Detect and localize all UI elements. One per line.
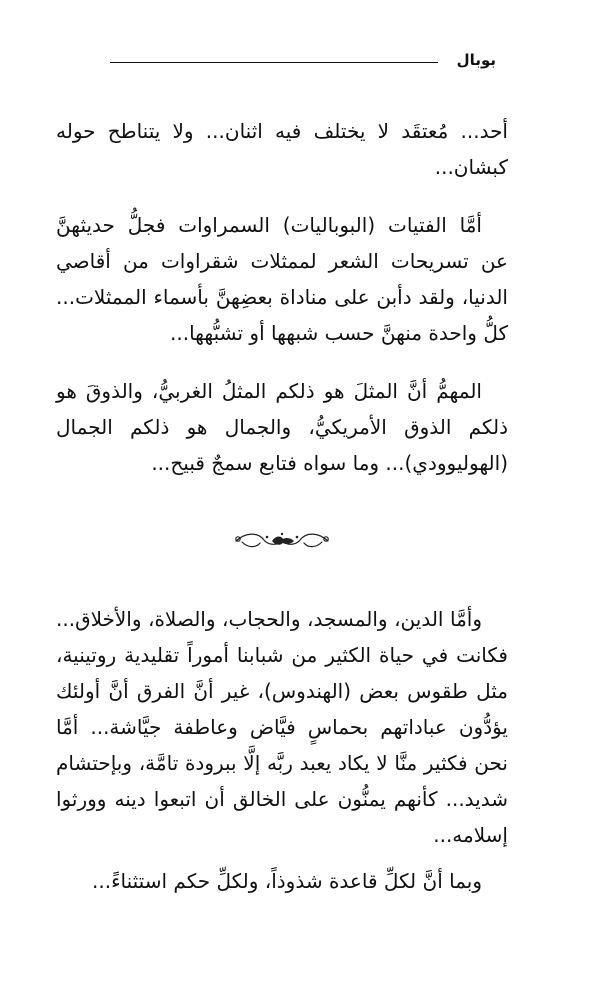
header-rule [110,62,438,63]
paragraph: وأمَّا الدين، والمسجد، والحجاب، والصلاة، والأخلاق... فكانت في حياة الكثير من شبابنا أموراً تقليدية روتينية، مثل طقوس بعض (الهندوس)، غير أنَّ الفرق أنَّ أولئك يؤدُّون عباداتهم بحماسٍ فيَّاض وعاطفة جيَّاشة... أمَّا نحن فكثير منَّا لا يكاد يعبد ربَّه إلَّا ببرودة تامَّة، وبإحتشام شديد... كأنهم يمنُّون على الخالق أن اتبعوا دينه وورثوا إسلامه... [56,607,508,847]
paragraph: المهمُّ أنَّ المثلَ هو ذلكم المثلُ الغربيُّ، والذوقَ هو ذلكم الذوق الأمريكيُّ، والجمال هو ذلكم الجمال (الهوليوودي)... وما سواه فتابع سمجٌ قبيح... [56,379,508,475]
paragraph: أمَّا الفتيات (البوباليات) السمراوات فجلُّ حديثهنَّ عن تسريحات الشعر لممثلات شقراوات من أقاصي الدنيا، ولقد دأبن على مناداة بعضِهنَّ بأسماء الممثلات... كلُّ واحدة منهنَّ حسب شبهها أو تشبُّهها... [56,213,508,345]
section-divider [56,481,508,601]
paragraph: أحد... مُعتقَد لا يختلف فيه اثنان... ولا يتناطح حوله كبشان... [56,119,508,179]
paragraph-spacer [56,351,508,373]
running-header-title: بوبال [456,51,496,69]
floral-divider-icon [232,528,332,554]
running-header [110,50,496,74]
paragraph-spacer [56,185,508,207]
paragraph: وبما أنَّ لكلِّ قاعدة شذوذاً، ولكلِّ حكم استثناءً... [92,869,482,893]
paragraph-spacer [56,853,508,863]
body-text [56,113,508,899]
